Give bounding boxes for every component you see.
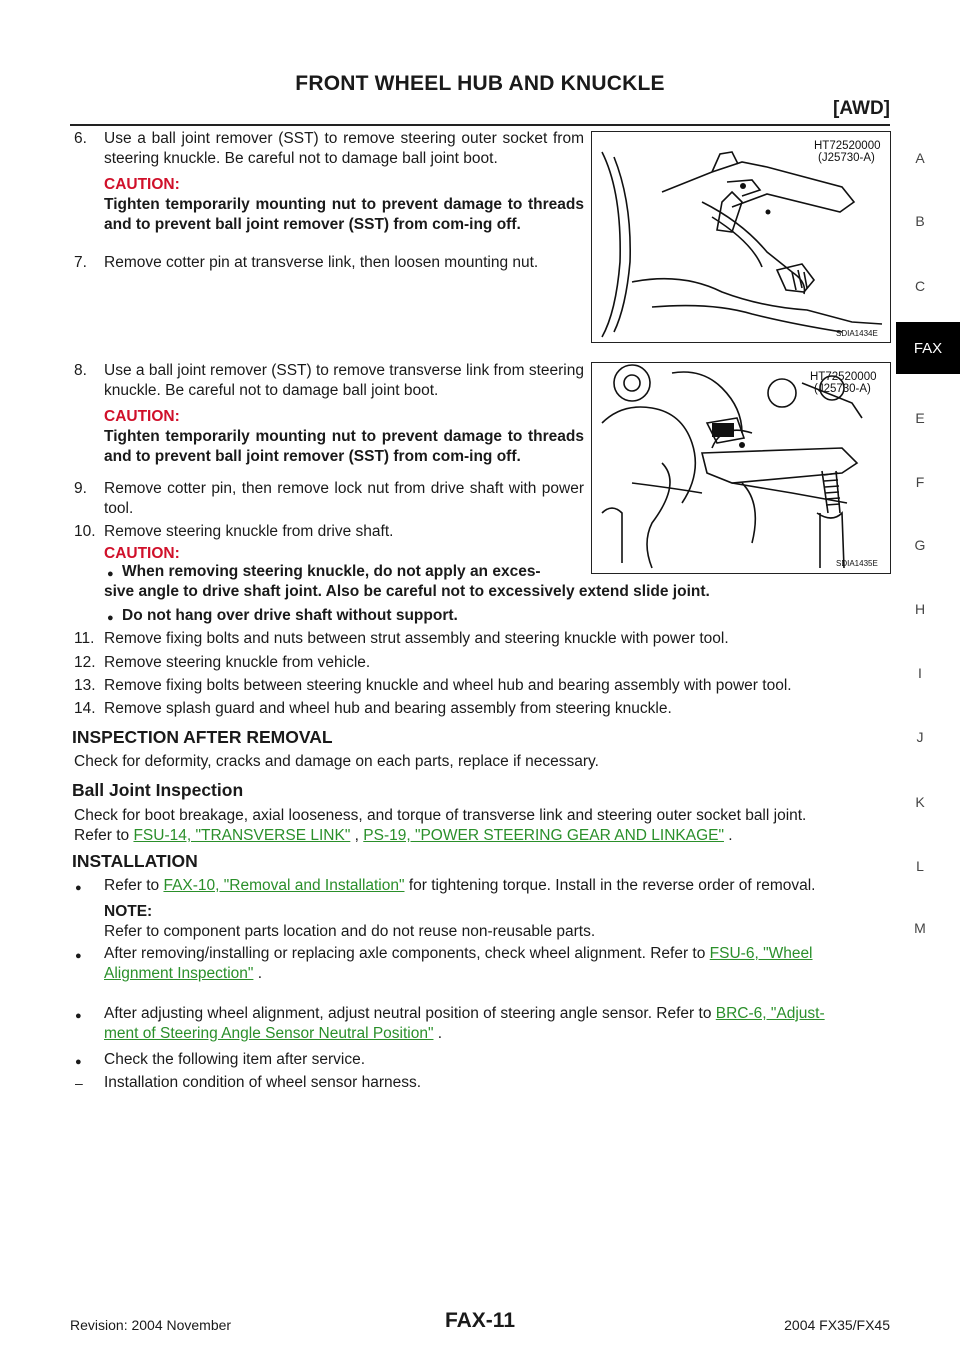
step-8-caution-label: CAUTION: [104, 408, 180, 425]
step-12-text: Remove steering knuckle from vehicle. [104, 654, 371, 671]
step-10-caution-bullet-2: Do not hang over drive shaft without support. [122, 607, 458, 624]
refer-to-text: Refer to [74, 827, 130, 844]
step-6 [74, 129, 584, 235]
step-6-number: 6. [74, 130, 87, 147]
bullet-1-pre: Refer to [104, 877, 160, 894]
note-label: NOTE: [104, 903, 153, 920]
step-6-text: Use a ball joint remover (SST) to remove steering outer socket from steering knuckle. Be careful not to damage ball joint boot. [104, 130, 584, 167]
side-tab-e[interactable]: E [915, 410, 925, 426]
bullet-dot: ● [107, 612, 114, 624]
bullet-3-pre: After adjusting wheel alignment, adjust neutral position of steering angle sensor. Refer to [104, 1005, 712, 1022]
side-tab-l[interactable]: L [916, 858, 924, 874]
footer-revision: Revision: 2004 November [70, 1317, 232, 1333]
step-10-text: Remove steering knuckle from drive shaft. [104, 523, 394, 540]
step-10-number: 10. [74, 523, 96, 540]
line-end-period: . [728, 827, 733, 844]
page-subtitle: [AWD] [833, 98, 890, 119]
step-13-text: Remove fixing bolts between steering knuckle and wheel hub and bearing assembly with power tool. [104, 677, 792, 694]
step-11-text: Remove fixing bolts and nuts between strut assembly and steering knuckle with power tool. [104, 630, 729, 647]
figure1-id: SDIA1434E [836, 329, 878, 338]
installation-bullet-2 [104, 944, 894, 964]
inspection-text: Check for deformity, cracks and damage on each parts, replace if necessary. [74, 753, 599, 770]
step-8-text: Use a ball joint remover (SST) to remove transverse link from steering knuckle. Be careful not to damage ball joint boot. [104, 362, 584, 399]
step-7-text: Remove cotter pin at transverse link, then loosen mounting nut. [104, 254, 539, 271]
link-fsu-6-wheel-alignment-b[interactable]: Alignment Inspection" [104, 965, 254, 982]
ball-joint-text: Check for boot breakage, axial looseness, and torque of transverse link and steering outer socket ball joint. [74, 807, 807, 824]
figure1-tool-label: HT72520000 [814, 140, 881, 152]
step-10-caution-bullet-1a: When removing steering knuckle, do not apply an exces- [122, 563, 541, 580]
figure-ball-joint-remover-outer-socket [591, 131, 891, 343]
side-tab-f[interactable]: F [915, 474, 925, 490]
step-8-number: 8. [74, 362, 87, 379]
step-10-caution-bullet-1b: sive angle to drive shaft joint. Also be careful not to excessively extend slide joint. [104, 583, 710, 600]
link-fax-10-removal-installation[interactable]: FAX-10, "Removal and Installation" [163, 877, 405, 894]
figure2-tool-label: HT72520000 [810, 371, 877, 383]
link-fsu-6-wheel-alignment-a[interactable]: FSU-6, "Wheel [709, 945, 813, 962]
link-ps-19-power-steering[interactable]: PS-19, "POWER STEERING GEAR AND LINKAGE" [363, 827, 724, 844]
installation-dash-item: Installation condition of wheel sensor harness. [104, 1074, 422, 1091]
footer-page-number: FAX-11 [444, 1309, 516, 1332]
step-14 [74, 699, 894, 719]
step-9-text: Remove cotter pin, then remove lock nut from drive shaft with power tool. [104, 480, 584, 517]
footer-model: 2004 FX35/FX45 [784, 1317, 890, 1333]
step-10-caution-label: CAUTION: [104, 545, 180, 562]
installation-bullet-3 [104, 1004, 894, 1024]
step-12 [74, 653, 894, 673]
step-13 [74, 676, 894, 696]
step-11 [74, 629, 894, 649]
figure2-tool-alt-label: (J25730-A) [814, 383, 871, 395]
step-6-caution-label: CAUTION: [104, 176, 180, 193]
side-tab-g[interactable]: G [914, 537, 926, 553]
bullet-2-post: . [257, 965, 263, 982]
figure1-tool-alt-label: (J25730-A) [818, 152, 875, 164]
bullet-3-post: . [437, 1025, 443, 1042]
header-rule [70, 124, 890, 126]
side-tab-a[interactable]: A [915, 150, 925, 166]
bullet-2-pre: After removing/installing or replacing axle components, check wheel alignment. Refer to [104, 945, 706, 962]
side-tab-m[interactable]: M [914, 920, 926, 936]
link-brc-6-steering-angle-a[interactable]: BRC-6, "Adjust- [715, 1005, 825, 1022]
installation-heading: INSTALLATION [72, 851, 198, 871]
link-brc-6-steering-angle-b[interactable]: ment of Steering Angle Sensor Neutral Position" [104, 1025, 434, 1042]
step-8-caution-text: Tighten temporarily mounting nut to prevent damage to threads and to prevent ball joint remover (SST) from com-ing off. [104, 428, 584, 465]
step-14-text: Remove splash guard and wheel hub and bearing assembly from steering knuckle. [104, 700, 672, 717]
installation-bullet-1 [104, 876, 894, 896]
step-7 [74, 253, 584, 273]
step-10 [74, 522, 804, 564]
step-14-number: 14. [74, 700, 96, 717]
step-7-number: 7. [74, 254, 87, 271]
side-tab-h[interactable]: H [914, 601, 926, 617]
side-tab-j[interactable]: J [916, 729, 924, 745]
step-9-number: 9. [74, 480, 87, 497]
side-tab-k[interactable]: K [915, 794, 925, 810]
side-tab-b[interactable]: B [915, 213, 925, 229]
note-text: Refer to component parts location and do not reuse non-reusable parts. [104, 923, 596, 940]
inspection-heading: INSPECTION AFTER REMOVAL [72, 727, 333, 747]
side-tab-i[interactable]: I [918, 665, 922, 681]
bullet-1-post: for tightening torque. Install in the reverse order of removal. [408, 877, 816, 894]
ball-joint-refer-line [74, 826, 890, 846]
link-fsu-14-transverse-link[interactable]: FSU-14, "TRANSVERSE LINK" [133, 827, 351, 844]
installation-bullet-4: Check the following item after service. [104, 1051, 366, 1068]
installation-bullet-2-cont [104, 964, 262, 984]
bullet-dot: ● [75, 1056, 82, 1068]
side-tab-c[interactable]: C [914, 278, 926, 294]
bullet-dot: ● [75, 950, 82, 962]
page-title: FRONT WHEEL HUB AND KNUCKLE [295, 72, 665, 95]
bullet-dot: ● [107, 568, 114, 580]
step-13-number: 13. [74, 677, 96, 694]
link-separator: , [354, 827, 359, 844]
step-11-number: 11. [74, 630, 95, 647]
side-tab-fax-active[interactable]: FAX [896, 322, 960, 374]
step-9 [74, 479, 584, 519]
installation-bullet-3-cont [104, 1024, 442, 1044]
ball-joint-heading: Ball Joint Inspection [72, 780, 244, 800]
bullet-dot: ● [75, 1010, 82, 1022]
dash-marker: – [75, 1075, 83, 1091]
bullet-dot: ● [75, 882, 82, 894]
step-8 [74, 361, 584, 467]
figure2-id: SDIA1435E [836, 559, 878, 568]
step-6-caution-text: Tighten temporarily mounting nut to prevent damage to threads and to prevent ball joint remover (SST) from com-ing off. [104, 196, 584, 233]
step-12-number: 12. [74, 654, 96, 671]
